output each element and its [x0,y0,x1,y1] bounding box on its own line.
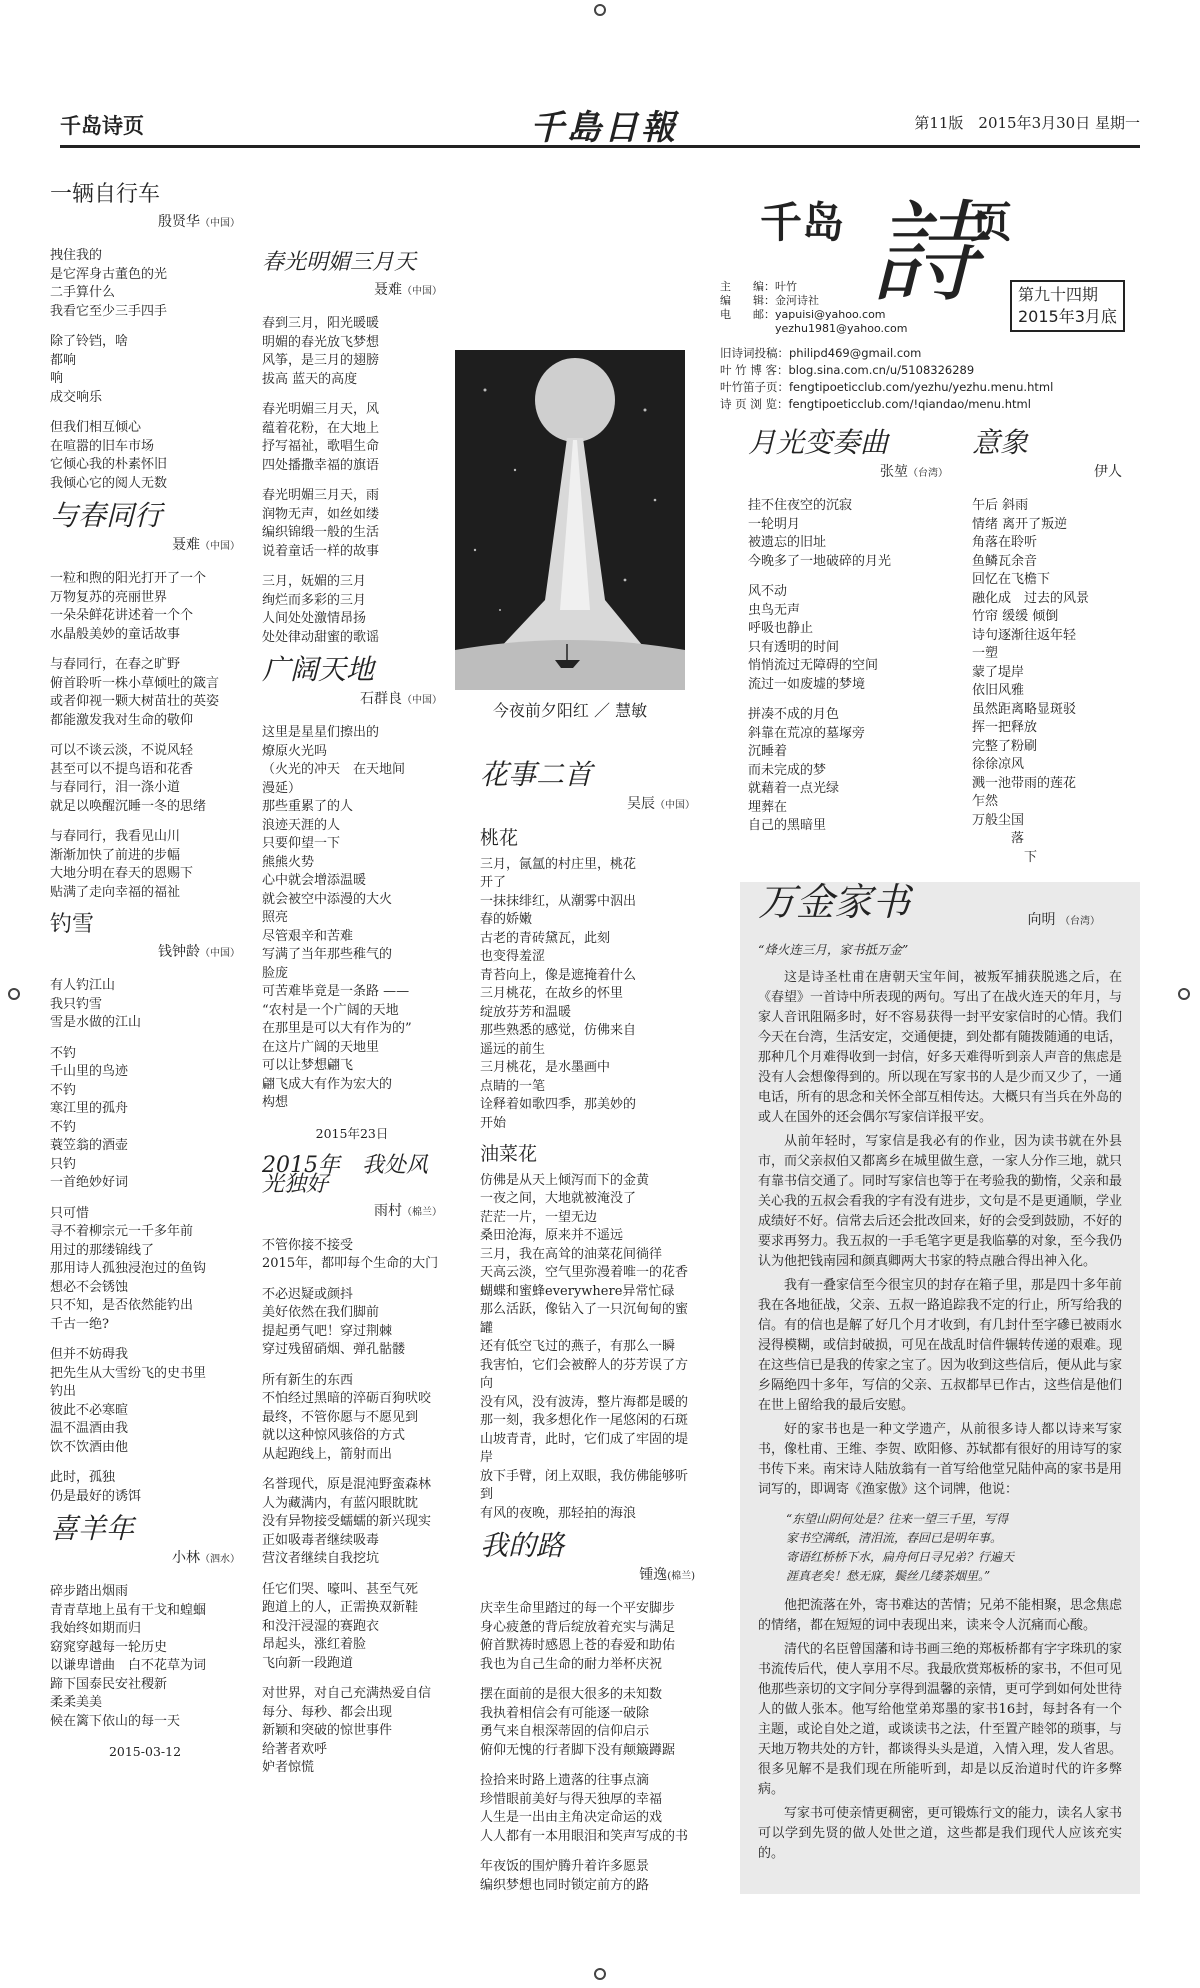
poem-stanza: 与春同行，我看见山川 渐渐加快了前进的步幅 大地分明在春天的恩赐下 贴满了走向幸福的福祉 [50,829,194,900]
sub-title: 油菜花 [480,1143,538,1165]
poem-author: 雨村（棉兰） [374,1203,442,1219]
poem-title: 我的路 [480,1529,565,1562]
poem-author: 钱钟龄（中国） [158,943,240,960]
poem-date: 2015年23日 [315,1125,389,1141]
article-paragraph: 好的家书也是一种文学遗产，从前很多诗人都以诗来写家书，像杜甫、王维、李贺、欧阳修、苏轼都有很好的用诗写的家书传下来。南宋诗人陆放翁有一首写给他堂兄陆仲高的家书是用词写的，即调寄《渔家傲》这个词牌，他说： [758,1422,1123,1497]
poem-stanza: 不必迟疑或颜抖 美好依然在我们脚前 提起勇气吧！穿过荆棘 穿过残留硝烟、弹孔骷髅 [262,1286,406,1357]
poem-stanza: 这里是星星们擦出的 燎原火光吗 （火光的冲天 在天地间 漫延） 那些重累了的人 浪迹天涯的人 只要仰望一下 熊熊火势 心中就会增添温暖 就会被空中添漫的大火 照亮 尽管艰辛和苦难 写满了当年那些稚气的 脸庞 可苦难毕竟是一条路 —— “农村是一个广阔的天地 在那里是可以大有作为的” 在这片广阔的天地里 可以让梦想翩飞 翩飞成大有作为宏大的 构想 [262,725,412,1110]
image-caption: 今夜前夕阳红 ／ 慧敏 [492,701,648,720]
poem-author: 张堃（台湾） [880,463,948,480]
article-title: 万金家书 [758,880,911,924]
poem-author: 吴辰（中国） [627,795,695,812]
poem-title: 钓雪 [50,912,95,937]
poem-stanza: 一粒和煦的阳光打开了一个 万物复苏的亮丽世界 一朵朵鲜花讲述着一个个 水晶般美妙的童话故事 [50,571,207,642]
poem-stanza: 但我们相互倾心 在喧嚣的旧车市场 它倾心我的朴素怀旧 我倾心它的阅人无数 [50,420,168,491]
poem-stanza: 春到三月，阳光暖暖 明媚的春光放飞梦想 风筝，是三月的翅膀 拔高 蓝天的高度 [262,316,380,387]
section-title: 千岛诗页 [60,114,144,138]
poem-stanza: 可以不谈云淡，不说风轻 甚至可以不提鸟语和花香 与春同行，泪一涤小道 就足以唤醒沉睡一冬的思绪 [50,743,207,814]
poem-stanza: 庆幸生命里踏过的每一个平安脚步 身心疲惫的背后绽放着充实与满足 俯首默祷时感恩上苍的春爱和助佑 我也为自己生命的耐力举杯庆祝 [480,1601,676,1672]
article-paragraph: 清代的名臣曾国藩和诗书画三绝的郑板桥都有字字珠玑的家书流传后代，使人享用不尽。我最欣赏郑板桥的家书，不但可见他那些亲切的文字间分享得到温馨的亲情，更可学到如何处世待人的做人张本。他写给他堂弟郑墨的家书16封，每封各有一个主题，或论自处之道，或谈读书之法，什至置产睦邻的琐事，与天地万物共处的方针，都谈得头头是道，入情入理，发人省思。很多见解不是我们现在所能听到，却是以反治道时代的许多弊病。 [758,1642,1123,1797]
column-2 [262,240,442,1790]
poem-author: 聂难（中国） [374,281,442,298]
poem-author: 锺逸(棉兰) [639,1566,695,1583]
article-quote: “烽火连三月，家书抵万金” [758,942,909,957]
poem-date: 2015-03-12 [108,1744,182,1759]
poem-stanza: 风不动 虫鸟无声 呼吸也静止 只有透明的时间 悄悄流过无障碍的空间 流过一如废墟的梦境 [748,584,879,692]
poem-author: 伊人 [1094,463,1122,480]
poem-title: 一辆自行车 [50,182,161,207]
masthead-name: 千岛 [760,198,845,247]
article-paragraph: 写家书可使亲情更稠密，更可锻炼行文的能力，读名人家书可以学到先贤的做人处世之道，这些都是我们现代人应该充实的。 [758,1806,1123,1861]
poem-title: 2015年 我处风光独好 [262,1153,428,1197]
poem-stanza: 任它们哭、嚎叫、甚至气死 跑道上的人，正需换双新鞋 和没汗浸湿的赛跑衣 昂起头，涨红着脸 飞向新一段跑道 [262,1581,419,1671]
article-paragraph: 这是诗圣杜甫在唐朝天宝年间，被叛军捕获脱逃之后，在《春望》一首诗中所表现的两句。写出了在战火连天的年月，与家人音讯阻隔多时，好不容易获得一封平安家信时的心情。我们今天在台湾，生活安定，交通便捷，到处都有随拨随通的电话，那种几个月难得收到一封信，好多天难得听到亲人声音的焦虑是没有人会想像得到的。所以现在写家书的人是少而又少了，一通电话，所有的思念和关怀全部互相传达。大概只有当兵在外岛的或人在国外的还会偶尔写家信详报平安。 [758,970,1123,1125]
poem-stanza: 碎步踏出烟雨 青青草地上虽有干戈和蝗蝈 我始终如期而归 窈窕穿越每一轮历史 以谦卑谱曲 白不花草为词 蹄下国泰民安社稷新 柔柔美美 候在篱下依山的每一天 [50,1584,207,1729]
letter-article [740,882,1140,1894]
editor-credits: 主 编：叶竹 编 辑：金河诗社 电 邮：yapuisi@yahoo.com yezhu1981@yahoo.com [720,280,908,335]
poem-stanza: 有人钓江山 我只钓雪 雪是水做的江山 [50,978,142,1030]
poem-title: 意象 [972,426,1029,459]
article-author: 向明 （台湾） [1027,912,1100,928]
poem-stanza: 仿佛是从天上倾泻而下的金黄 一夜之间，大地就被淹没了 茫茫一片，一望无边 桑田沧海，原来并不遥远 三月，我在高耸的油菜花间徜徉 天高云淡，空气里弥漫着唯一的花香 蝴蝶和蜜蜂everywhere异常忙碌 那么活跃，像钻入了一只沉甸甸的蜜罐 还有低空飞过的燕子，有那么一瞬 我害怕，它们会被醉人的芬芳误了方向 没有风，没有波涛，整片海都是暖的 那一刻，我多想化作一尾悠闲的石斑 山坡青青，此时，它们成了牢固的堤岸 放下手臂，闭上双眼，我仿佛能够听到 有风的夜晚，那轻拍的海浪 [480,1172,689,1521]
poem-stanza: 与春同行，在春之旷野 俯首聆听一株小草倾吐的箴言 或者仰视一颗大树苗壮的英姿 都能激发我对生命的敬仰 [50,657,220,728]
poem-stanza: 此时，孤独 仍是最好的诱饵 [50,1470,142,1504]
poem-author: 小林（泗水） [172,1549,240,1566]
poem-title: 喜羊年 [50,1512,135,1545]
poem-stanza: 除了铃铛，啥 都响 响 成交响乐 [50,334,129,405]
poem-stanza: 春光明媚三月天，雨 润物无声，如丝如缕 编织锦缎一般的生活 说着童话一样的故事 [262,488,380,559]
column-5 [972,420,1122,879]
registration-mark [1178,988,1190,1000]
masthead-calligraphy: 詩 [870,189,980,317]
poem-stanza: 午后 斜雨 情绪 离开了叛逆 角落在聆听 鱼鳞瓦余音 回忆在飞檐下 融化成 过去的风景 竹帘 缓缓 倾倒 诗句逐渐往返年轻 一塑 蒙了堤岸 依旧风雅 虽然距离略显斑驳 挥一把释放 完整了粉刷 徐徐凉风 溅一池带雨的莲花 乍然 万般尘国 落 下 [972,498,1090,865]
column-3 [480,752,695,1907]
poem-stanza: 春光明媚三月天，风 蕴着花粉，在大地上 抒写福祉，歌唱生命 四处播撒幸福的旗语 [262,402,380,473]
registration-mark [594,4,606,16]
poem-stanza: 年夜饭的围炉腾升着许多愿景 编织梦想也同时锁定前方的路 [480,1859,650,1893]
poem-author: 殷贤华（中国） [158,213,240,230]
edition-info: 第11版 2015年3月30日 星期一 [914,114,1140,132]
poem-stanza: 挂不住夜空的沉寂 一轮明月 被遗忘的旧址 今晚多了一地破碎的月光 [748,498,892,569]
registration-mark [8,988,20,1000]
article-paragraph: 我有一叠家信至今很宝贝的封存在箱子里，那是四十多年前我在各地征战，父亲、五叔一路追踪我不定的行止，所写给我的信。有的信也是解了好几个月才收到，有几封什至字磣已被雨水浸得模糊，或信封破损，可见在战乱时信件辗转传递的艰难。现在这些信已是我的传家之宝了。因为收到这些信后，便从此与家乡隔绝四十多年，写信的父亲、五叔都早已作古，这些信是他们在世上留给我的最后安慰。 [758,1278,1123,1413]
column-1 [50,172,240,1762]
poem-stanza: 名誉现代，原是混沌野蛮森林 人为藏满内，有蓝闪眼眈眈 没有异物接受蠕蠕的新兴现实 正如吸毒者继续吸毒 营汶者继续自我挖坑 [262,1477,432,1566]
poem-stanza: 不钓 千山里的鸟迹 不钓 寒江里的孤舟 不钓 蓑笠翁的酒壶 只钓 一首绝妙好词 [50,1045,129,1190]
poem-stanza: 捡拾来时路上遗落的往事点滴 珍惜眼前美好与得天独厚的幸福 人生是一出由主角决定命运的戏 人人都有一本用眼泪和笑声写成的书 [480,1773,689,1844]
poem-stanza: 不管你接不接受 2015年，都叩每个生命的大门 [262,1237,439,1271]
poem-stanza: 摆在面前的是很大很多的未知数 我执着相信会有可能逐一破除 勇气来自根深蒂固的信仰启示 俯仰无愧的行者脚下没有颠簸蹲踞 [480,1687,676,1758]
masthead-page: 页 [970,198,1013,247]
article-paragraph: 从前年轻时，写家信是我必有的作业，因为读书就在外县市，而父亲叔伯又都离乡在城里做生意，一家人分作三地，就只有靠书信交通了。同时写家信也等于在考验我的勤惰，父亲和最关心我的五叔会看我的字有没有进步，文句是不是更通顺，学业成绩好不好。信常去后还会批改回来，好的会受到鼓励，不好的要求再努力。我五叔的一手毛笔字更是我临摹的对象，至今我仍认为他把钱南园和颜真卿两大书家的特点融合得出神入化。 [758,1134,1123,1269]
poem-author: 聂难（中国） [172,536,240,553]
poetry-masthead [720,170,1140,420]
poem-stanza: 所有新生的东西 不怕经过黑暗的淬砺百狗吠咬 最终，不管你愿与不愿见到 就以这种惊风骇俗的方式 从起跑线上，箭射而出 [262,1372,432,1462]
sub-title: 桃花 [480,827,519,849]
poem-title: 春光明媚三月天 [262,250,417,275]
poem-author: 石群良（中国） [360,690,442,707]
article-poem: “东望山阴何处是？往来一望三千里，写得 家书空满纸，清泪流，春回已是明年事。 寄语红桥桥下水，扁舟何日寻兄弟？行遍天 涯真老矣！愁无寐，鬓丝几缕茶烟里。” [786,1512,1015,1583]
artwork-image [455,350,685,690]
contact-links: 旧诗词投稿：philipd469@gmail.com 叶 竹 博 客：blog.sina.com.cn/u/5108326289 叶竹笛子页：fengtipoeticclub.com/yezhu/yezhu.menu.html 诗 页 浏 览：fengtipoeticclub.com/!qiandao/menu.html [720,346,1054,411]
article-paragraph: 他把流落在外，寄书难达的苦情；兄弟不能相聚，思念焦虑的情绪，都在短短的词中表现出来，读来令人沉痛而心酸。 [758,1598,1123,1633]
poem-stanza: 拽住我的 是它浑身古董色的光 二手算什么 我看它至少三手四手 [50,248,168,319]
poem-stanza: 但并不妨碍我 把先生从大雪纷飞的史书里 钓出 彼此不必寒暄 温不温酒由我 饮不饮酒由他 [50,1347,207,1455]
poem-title: 广阔天地 [262,653,375,686]
poem-stanza: 三月，氤氲的村庄里，桃花 开了 一抹抹绯红，从潮雾中泅出 春的娇嫩 古老的青砖黛瓦，此刻 也变得羞涩 青苔向上，像是遮掩着什么 三月桃花，在故乡的怀里 绽放芬芳和温暖 那些熟悉的感觉，仿佛来自 遥远的前生 三月桃花，是水墨画中 点睛的一笔 诠释着如歌四季，那美妙的 开始 [480,856,637,1131]
column-4 [748,420,948,848]
poem-stanza: 拼凑不成的月色 斜靠在荒凉的墓塚旁 沉睡着 而未完成的梦 就藉着一点光绿 埋葬在 自己的黑暗里 [748,707,866,833]
poem-title: 与春同行 [50,499,163,532]
issue-box: 第九十四期 2015年3月底 [1010,280,1125,332]
poem-stanza: 对世界，对自己充满热爱自信 每分、每秒、都会出现 新颖和突破的惊世事件 给著者欢呼 妒者惊慌 [262,1686,432,1775]
page-header [60,100,1140,148]
poem-stanza: 三月，妩媚的三月 绚烂而多彩的三月 人间处处激情昂扬 处处律动甜蜜的歌谣 [262,574,380,645]
poem-title: 月光变奏曲 [748,426,889,459]
poem-title: 花事二首 [480,758,593,791]
poem-stanza: 只可惜 寻不着柳宗元一千多年前 用过的那缕锦线了 那用诗人孤独浸泡过的鱼钩 想必不会锈蚀 只不知，是否依然能钓出 千古一绝? [50,1205,207,1332]
newspaper-logo: 千島日報 [530,108,678,148]
registration-mark [594,1968,606,1980]
